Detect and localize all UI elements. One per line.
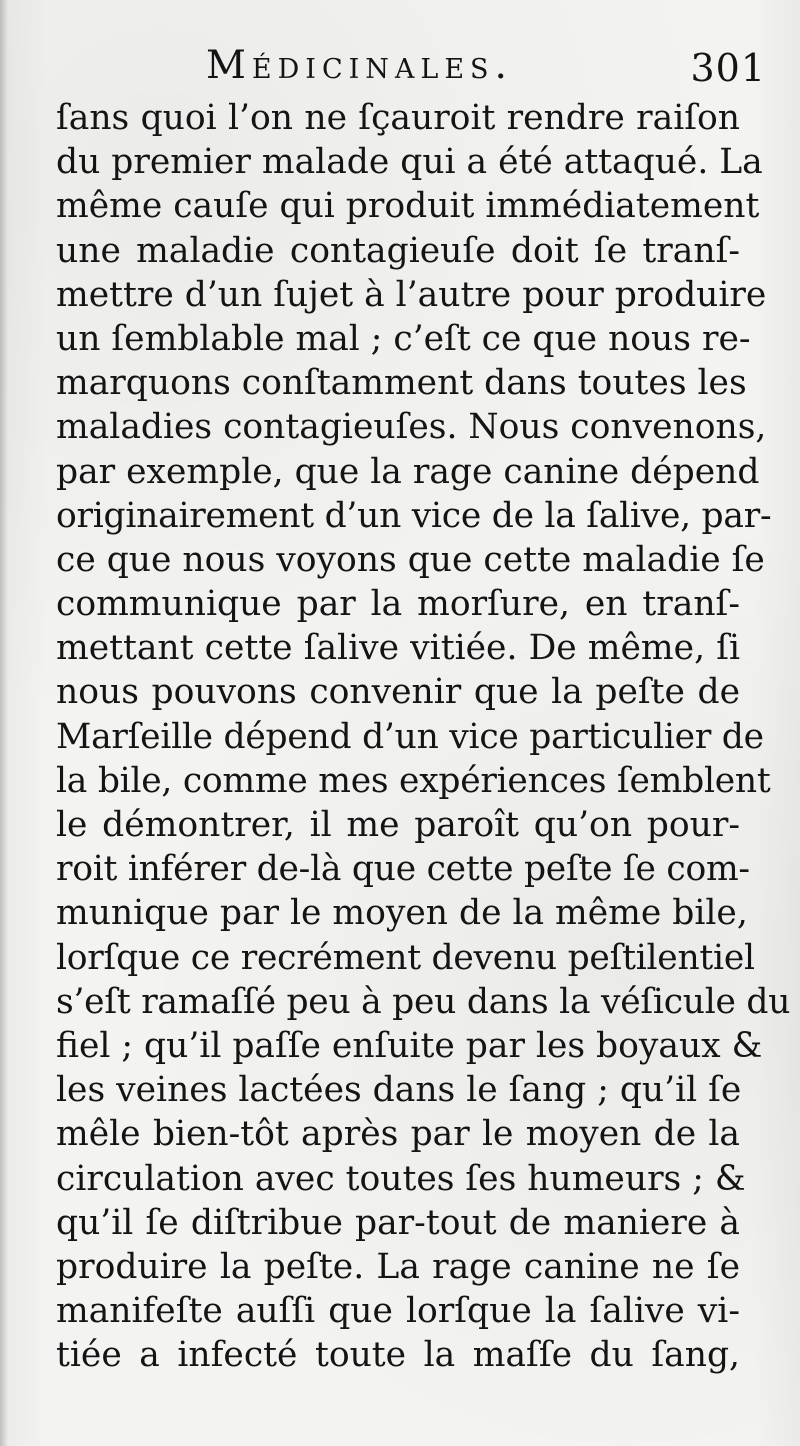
page-number: 301	[690, 46, 766, 90]
page-header	[0, 40, 800, 100]
text-line: Marſeille dépend d’un vice particulier de	[56, 716, 764, 757]
text-line: mettre d’un ſujet à l’autre pour produire	[56, 274, 767, 315]
body-text	[56, 96, 791, 1377]
text-line: mettant cette ſalive vitiée. De même, ſi	[56, 628, 740, 669]
text-line: maladies contagieuſes. Nous convenons,	[56, 407, 767, 448]
text-line: munique par le moyen de la même bile,	[56, 893, 748, 934]
text-line: une maladie contagieuſe doit ſe tranſ-	[56, 230, 740, 271]
text-line: fiel ; qu’il paſſe enſuite par les boyaux &	[56, 1025, 763, 1066]
text-line: lorſque ce recrément devenu peſtilentiel	[56, 937, 755, 978]
text-line: le démontrer, il me paroît qu’on pour-	[56, 805, 740, 845]
running-title: Médicinales.	[206, 43, 513, 88]
text-line: même cauſe qui produit immédiatement	[56, 186, 760, 227]
page-gutter-shadow	[0, 0, 8, 1446]
text-line: ce que nous voyons que cette maladie ſe	[56, 539, 765, 580]
text-line: tiée a infecté toute la maſſe du ſang,	[56, 1335, 740, 1376]
text-line: manifeſte auſſi que lorſque la ſalive vi-	[56, 1291, 740, 1332]
text-line: ſans quoi l’on ne ſçauroit rendre raiſon	[56, 98, 740, 138]
text-line: les veines lactées dans le ſang ; qu’il ſe	[56, 1070, 742, 1111]
text-line: originairement d’un vice de la ſalive, par-	[56, 495, 772, 536]
text-line: roit inférer de-là que cette peſte ſe com-	[56, 849, 750, 890]
text-line: la bile, comme mes expériences ſemblent	[56, 760, 771, 801]
text-line: mêle bien-tôt après par le moyen de la	[56, 1114, 740, 1155]
text-line: communique par la morſure, en tranſ-	[56, 584, 740, 625]
text-line: s’eſt ramaſſé peu à peu dans la véſicule du	[56, 981, 791, 1022]
text-line: nous pouvons convenir que la peſte de	[56, 672, 740, 713]
text-line: par exemple, que la rage canine dépend	[56, 451, 760, 492]
text-line: circulation avec toutes ſes humeurs ; &	[56, 1158, 746, 1199]
text-line: un ſemblable mal ; c’eſt ce que nous re-	[56, 318, 751, 359]
text-line: du premier malade qui a été attaqué. La	[56, 142, 763, 183]
text-line: marquons conſtamment dans toutes les	[56, 363, 747, 404]
text-line: produire la peſte. La rage canine ne ſe	[56, 1246, 740, 1287]
text-line: qu’il ſe diſtribue par-tout de maniere à	[56, 1202, 740, 1243]
